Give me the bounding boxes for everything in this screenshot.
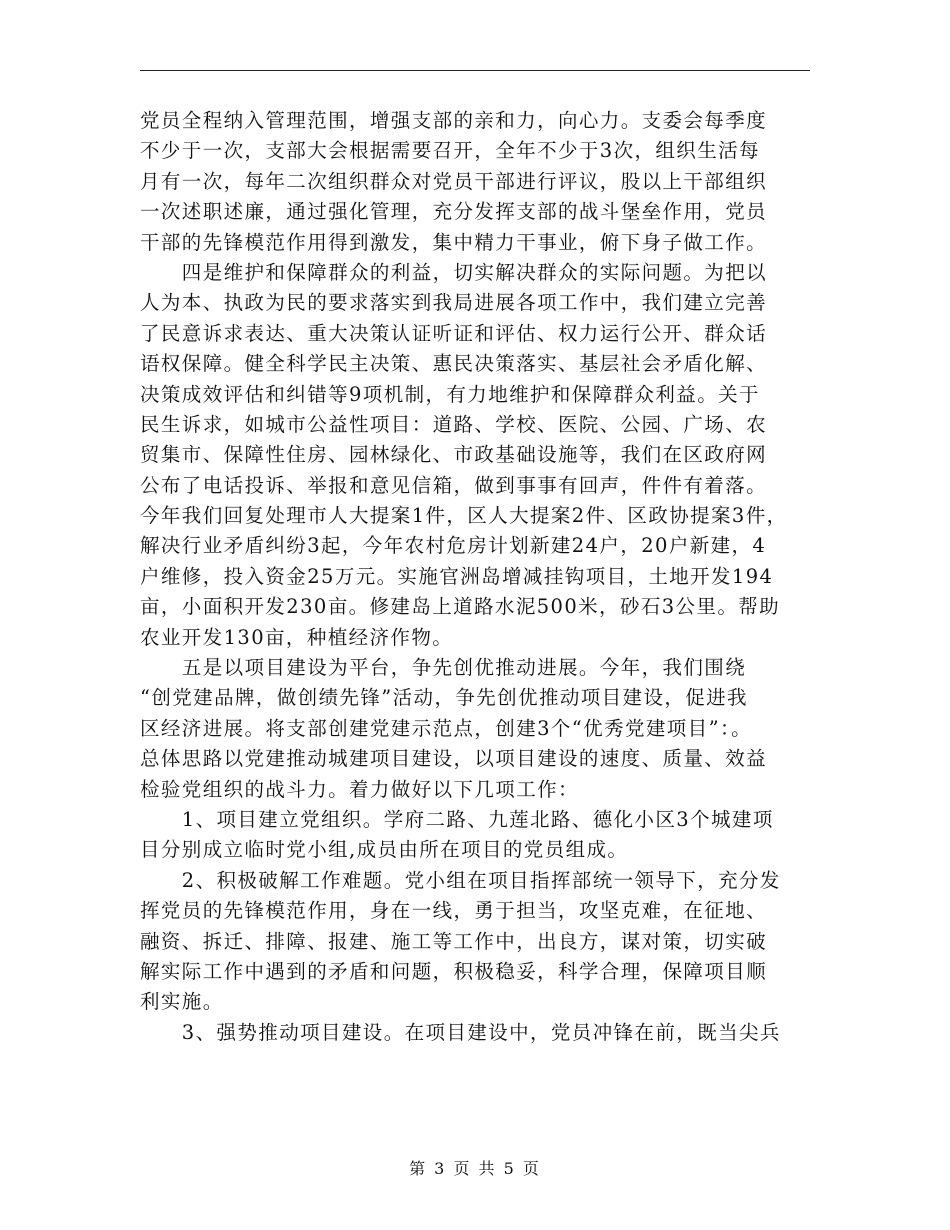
body-line-9: 语权保障。健全科学民主决策、惠民决策落实、基层社会矛盾化解、 [140,352,768,376]
body-line-23: 检验党组织的战斗力。着力做好以下几项工作： [140,777,579,801]
body-line-25: 目分别成立临时党小组,成员由所在项目的党员组成。 [140,838,629,862]
header-rule [140,70,810,71]
body-line-22: 总体思路以党建推动城建项目建设，以项目建设的速度、质量、效益 [140,747,768,771]
body-line-10: 决策成效评估和纠错等9项机制，有力地维护和保障群众利益。关于 [140,382,760,406]
body-line-30: 利实施。 [140,990,224,1014]
body-line-17: 亩，小面积开发230亩。修建岛上道路水泥500米，砂石3公里。帮助 [140,595,781,619]
body-line-31: 3、强势推动项目建设。在项目建设中，党员冲锋在前，既当尖兵 [140,1020,781,1044]
document-body [140,106,820,1048]
body-line-6: 四是维护和保障群众的利益，切实解决群众的实际问题。为把以 [140,260,768,284]
body-line-15: 解决行业矛盾纠纷3起，今年农村危房计划新建24户，20户新建，4 [140,534,767,558]
body-line-3: 月有一次，每年二次组织群众对党员干部进行评议，股以上干部组织 [140,169,768,193]
body-line-2: 不少于一次，支部大会根据需要召开，全年不少于3次，组织生活每 [140,139,760,163]
body-line-7: 人为本、执政为民的要求落实到我局进展各项工作中，我们建立完善 [140,291,768,315]
page-number-label: 第 3 页 共 5 页 [409,1159,541,1178]
page-footer [0,1156,950,1179]
body-line-18: 农业开发130亩，种植经济作物。 [140,625,454,649]
body-line-5: 干部的先锋模范作用得到激发，集中精力干事业，俯下身子做工作。 [140,230,768,254]
body-line-12: 贸集市、保障性住房、园林绿化、市政基础设施等，我们在区政府网 [140,443,768,467]
body-line-13: 公布了电话投诉、举报和意见信箱，做到事事有回声，件件有着落。 [140,473,768,497]
body-line-29: 解实际工作中遇到的矛盾和问题，积极稳妥，科学合理，保障项目顺 [140,959,768,983]
body-line-19: 五是以项目建设为平台，争先创优推动进展。今年，我们围绕 [140,656,747,680]
body-line-28: 融资、拆迁、排障、报建、施工等工作中，出良方，谋对策，切实破 [140,929,768,953]
body-line-21: 区经济进展。将支部创建党建示范点，创建3个“优秀党建项目”：。 [140,716,752,740]
body-line-16: 户维修，投入资金25万元。实施官洲岛增减挂钩项目，土地开发194 [140,564,774,588]
body-line-27: 挥党员的先锋模范作用，身在一线，勇于担当，攻坚克难，在征地、 [140,899,768,923]
body-line-4: 一次述职述廉，通过强化管理，充分发挥支部的战斗堡垒作用，党员 [140,200,768,224]
body-line-1: 党员全程纳入管理范围，增强支部的亲和力，向心力。支委会每季度 [140,109,768,132]
body-line-8: 了民意诉求表达、重大决策认证听证和评估、权力运行公开、群众话 [140,321,768,345]
body-line-20: “创党建品牌，做创绩先锋”活动，争先创优推动项目建设，促进我 [140,686,748,710]
body-line-14: 今年我们回复处理市人大提案1件，区人大提案2件、区政协提案3件， [140,504,788,528]
body-line-11: 民生诉求，如城市公益性项目：道路、学校、医院、公园、广场、农 [140,412,768,436]
body-line-26: 2、积极破解工作难题。党小组在项目指挥部统一领导下，充分发 [140,868,781,892]
body-line-24: 1、项目建立党组织。学府二路、九莲北路、德化小区3个城建项 [140,807,774,831]
